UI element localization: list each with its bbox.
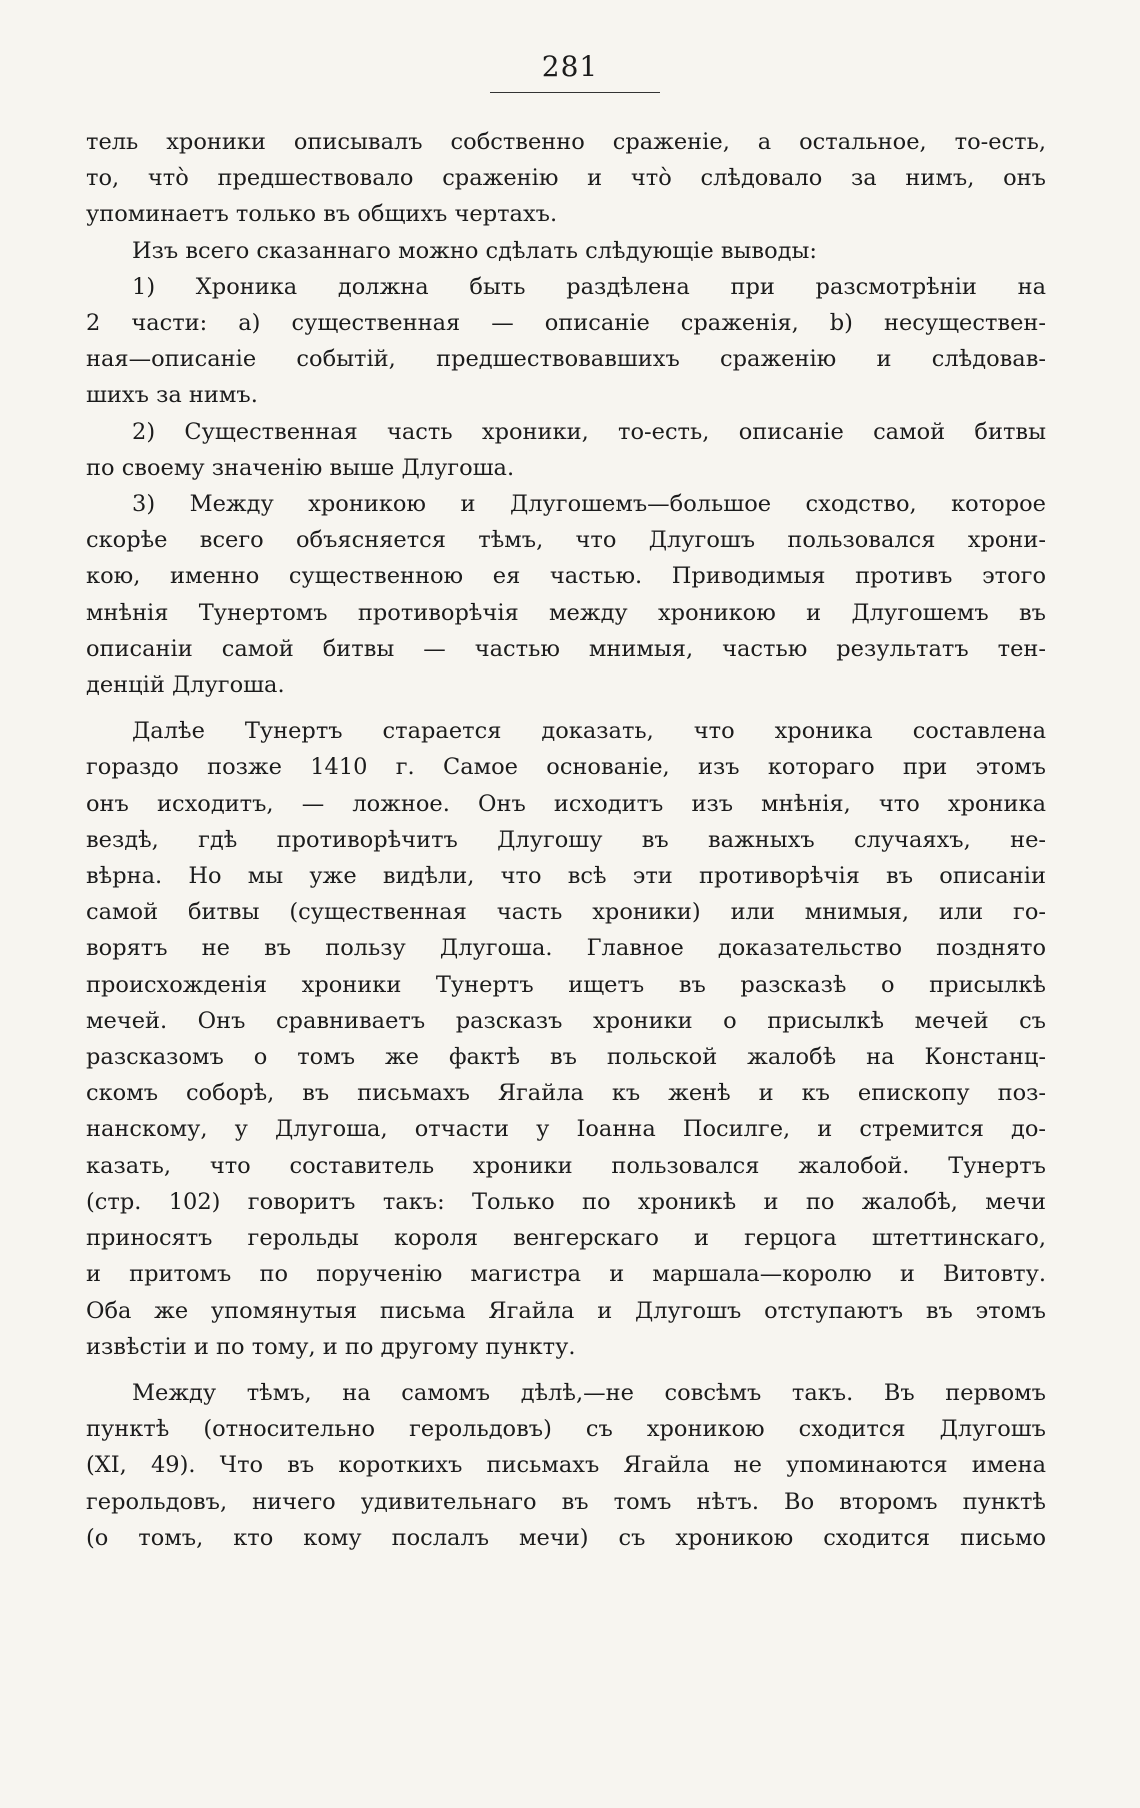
text-line: мнѣнія Тунертомъ противорѣчія между хроникою и Длугошемъ въ — [86, 599, 1046, 626]
text-line: вѣрна. Но мы уже видѣли, что всѣ эти противорѣчія въ описаніи — [86, 863, 1046, 890]
text-line: 3) Между хроникою и Длугошемъ—большое сходство, которое — [132, 491, 1046, 518]
text-line: то, что̀ предшествовало сраженію и что̀ слѣдовало за нимъ, онъ — [86, 165, 1046, 192]
text-line: извѣстіи и по тому, и по другому пункту. — [86, 1333, 576, 1360]
text-line: и притомъ по порученію магистра и маршала—королю и Витовту. — [86, 1261, 1046, 1288]
text-line: приносятъ герольды короля венгерскаго и герцога штеттинскаго, — [86, 1225, 1046, 1252]
page-number-rule — [490, 92, 660, 93]
text-line: онъ исходитъ, — ложное. Онъ исходитъ изъ мнѣнія, что хроника — [86, 790, 1046, 817]
page-number: 281 — [541, 50, 599, 83]
text-line: пунктѣ (относительно герольдовъ) съ хроникою сходится Длугошъ — [86, 1416, 1046, 1443]
text-line: тель хроники описывалъ собственно сраженіе, а остальное, то-есть, — [86, 129, 1046, 155]
text-line: ная—описаніе событій, предшествовавшихъ сраженію и слѣдовав- — [86, 346, 1046, 373]
text-line: (о томъ, кто кому послалъ мечи) съ хроникою сходится письмо — [86, 1524, 1046, 1551]
text-line: упоминаетъ только въ общихъ чертахъ. — [86, 201, 558, 228]
text-line: гораздо позже 1410 г. Самое основаніе, изъ котораго при этомъ — [86, 754, 1046, 781]
text-line: кою, именно существенною ея частью. Приводимыя противъ этого — [86, 563, 1046, 590]
text-line: по своему значенію выше Длугоша. — [86, 454, 515, 481]
text-line: происхожденія хроники Тунертъ ищетъ въ разсказѣ о присылкѣ — [86, 971, 1046, 998]
text-line: скорѣе всего объясняется тѣмъ, что Длугошъ пользовался хрони- — [86, 527, 1046, 554]
text-line: ворятъ не въ пользу Длугоша. Главное доказательство позднято — [86, 935, 1046, 962]
text-line: 2 части: a) существенная — описаніе сраженія, b) несуществен- — [86, 310, 1046, 337]
text-line: Между тѣмъ, на самомъ дѣлѣ,—не совсѣмъ такъ. Въ первомъ — [132, 1379, 1046, 1406]
text-line: шихъ за нимъ. — [86, 382, 258, 409]
text-line: (XI, 49). Что въ короткихъ письмахъ Ягайла не упоминаются имена — [86, 1452, 1046, 1479]
text-line: 1) Хроника должна быть раздѣлена при разсмотрѣніи на — [132, 273, 1046, 300]
text-line: вездѣ, гдѣ противорѣчитъ Длугошу въ важныхъ случаяхъ, не- — [86, 826, 1046, 853]
text-line: герольдовъ, ничего удивительнаго въ томъ нѣтъ. Во второмъ пунктѣ — [86, 1488, 1046, 1515]
text-line: самой битвы (существенная часть хроники) или мнимыя, или го- — [86, 899, 1046, 926]
page-body — [86, 124, 1046, 1556]
text-line: казать, что составитель хроники пользовался жалобой. Тунертъ — [86, 1152, 1046, 1179]
text-line: мечей. Онъ сравниваетъ разсказъ хроники о присылкѣ мечей съ — [86, 1007, 1046, 1034]
text-line: скомъ соборѣ, въ письмахъ Ягайла къ женѣ и къ епископу поз- — [86, 1080, 1046, 1107]
text-line: описаніи самой битвы — частью мнимыя, частью результатъ тен- — [86, 635, 1046, 662]
text-line: 2) Существенная часть хроники, то-есть, описаніе самой битвы — [132, 418, 1046, 445]
text-line: Далѣе Тунертъ старается доказать, что хроника составлена — [132, 718, 1046, 745]
text-line: разсказомъ о томъ же фактѣ въ польской жалобѣ на Констанц- — [86, 1044, 1046, 1071]
text-line: Оба же упомянутыя письма Ягайла и Длугошъ отступаютъ въ этомъ — [86, 1297, 1046, 1324]
text-line: (стр. 102) говоритъ такъ: Только по хроникѣ и по жалобѣ, мечи — [86, 1188, 1046, 1215]
text-line: нанскому, у Длугоша, отчасти у Іоанна Посилге, и стремится до- — [86, 1116, 1046, 1143]
text-line: денцій Длугоша. — [86, 672, 285, 699]
text-line: Изъ всего сказаннаго можно сдѣлать слѣдующіе выводы: — [132, 237, 817, 264]
